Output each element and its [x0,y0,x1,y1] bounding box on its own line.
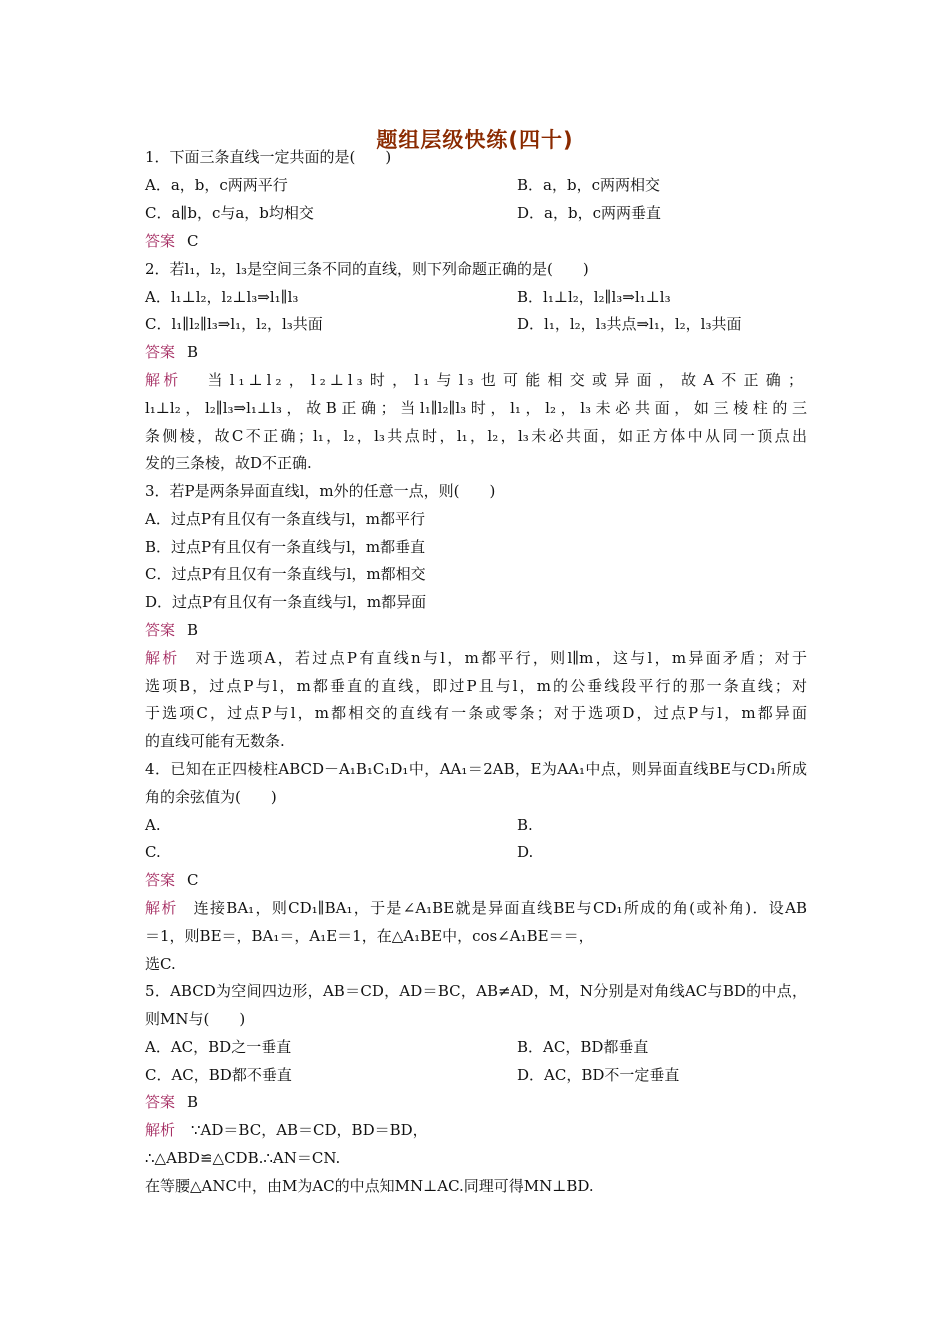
q5-answer [145,1092,198,1112]
q3-option-c: C．过点P有且仅有一条直线与l，m都相交 [145,565,426,583]
q1-answer [145,231,199,251]
q5-stem: 5．ABCD为空间四边形，AB＝CD，AD＝BC，AB≠AD，M，N分别是对角线AC与BD的中点， [145,982,807,1000]
q4-stem: 4．已知在正四棱柱ABCD－A₁B₁C₁D₁中，AA₁＝2AB，E为AA₁中点，则异面直线BE与CD₁所成 [145,760,807,778]
q5-analysis-line [145,1120,428,1140]
analysis-text: 对于选项A，若过点P有直线n与l，m都平行，则l∥m，这与l，m异面矛盾；对于 [195,649,807,667]
answer-value: C [187,232,199,250]
q4-option-d: D. [517,843,534,861]
q4-stem-continued: 角的余弦值为( ) [145,788,277,806]
q2-analysis-line: l₁⊥l₂，l₂∥l₃⇒l₁⊥l₃，故B正确；当l₁∥l₂∥l₃时，l₁，l₂，l₃未必共面，如三棱柱的三 [145,399,807,417]
q3-analysis-line [145,648,807,668]
q1-stem: 1．下面三条直线一定共面的是( ) [145,148,392,166]
q4-answer [145,870,199,890]
q3-option-b: B．过点P有且仅有一条直线与l，m都垂直 [145,538,426,556]
q3-stem: 3．若P是两条异面直线l，m外的任意一点，则( ) [145,482,496,500]
analysis-text: 连接BA₁，则CD₁∥BA₁，于是∠A₁BE就是异面直线BE与CD₁所成的角(或补角)．设AB [193,899,807,917]
answer-label: 答案 [145,232,176,250]
q4-option-b: B. [517,816,533,834]
q2-analysis-line: 发的三条棱，故D不正确. [145,454,312,472]
q1-option-a: A．a，b，c两两平行 [145,176,288,194]
q5-option-a: A．AC，BD之一垂直 [145,1038,292,1056]
q2-option-a: A．l₁⊥l₂，l₂⊥l₃⇒l₁∥l₃ [145,288,299,306]
q5-option-c: C．AC，BD都不垂直 [145,1066,292,1084]
q3-answer [145,620,198,640]
q2-analysis-line: 条侧棱，故C不正确；l₁，l₂，l₃共点时，l₁，l₂，l₃未必共面，如正方体中从同一顶点出 [145,427,807,445]
q4-option-a: A. [145,816,161,834]
q3-option-a: A．过点P有且仅有一条直线与l，m都平行 [145,510,425,528]
q4-option-c: C. [145,843,161,861]
answer-value: B [187,343,199,361]
answer-value: B [187,621,199,639]
q5-analysis-line: ∴△ABD≌△CDB.∴AN＝CN. [145,1149,341,1167]
q5-option-b: B．AC，BD都垂直 [517,1038,649,1056]
analysis-text: ∵AD＝BC，AB＝CD，BD＝BD， [191,1121,428,1139]
q3-analysis-line: 选项B，过点P与l，m都垂直的直线，即过P且与l，m的公垂线段平行的那一条直线；对 [145,677,807,695]
q1-option-c: C．a∥b，c与a，b均相交 [145,204,314,222]
answer-label: 答案 [145,343,176,361]
answer-value: C [187,871,199,889]
q5-option-d: D．AC，BD不一定垂直 [517,1066,680,1084]
q4-analysis-line [145,898,807,918]
analysis-label: 解析 [145,899,178,917]
q2-analysis-line [145,370,807,390]
q1-option-d: D．a，b，c两两垂直 [517,204,661,222]
analysis-label: 解析 [145,649,180,667]
q2-option-b: B．l₁⊥l₂，l₂∥l₃⇒l₁⊥l₃ [517,288,671,306]
q1-option-b: B．a，b，c两两相交 [517,176,660,194]
q2-answer [145,342,198,362]
page-title: 题组层级快练(四十) [376,128,574,152]
q2-stem: 2．若l₁，l₂，l₃是空间三条不同的直线，则下列命题正确的是( ) [145,260,589,278]
q2-option-c: C．l₁∥l₂∥l₃⇒l₁，l₂，l₃共面 [145,315,323,333]
answer-label: 答案 [145,621,176,639]
q3-analysis-line: 的直线可能有无数条. [145,732,285,750]
q3-option-d: D．过点P有且仅有一条直线与l，m都异面 [145,593,427,611]
analysis-label: 解析 [145,371,182,389]
answer-label: 答案 [145,871,176,889]
q5-stem-continued: 则MN与( ) [145,1010,246,1028]
q4-analysis-line: 选C. [145,955,176,973]
answer-value: B [187,1093,199,1111]
q5-analysis-line: 在等腰△ANC中，由M为AC的中点知MN⊥AC.同理可得MN⊥BD. [145,1177,594,1195]
analysis-label: 解析 [145,1121,176,1139]
answer-label: 答案 [145,1093,176,1111]
q2-option-d: D．l₁，l₂，l₃共点⇒l₁，l₂，l₃共面 [517,315,742,333]
q4-analysis-line: ＝1，则BE＝，BA₁＝，A₁E＝1，在△A₁BE中，cos∠A₁BE＝＝， [145,927,594,945]
analysis-text: 当l₁⊥l₂，l₂⊥l₃时，l₁与l₃也可能相交或异面，故A不正确； [207,371,807,389]
q3-analysis-line: 于选项C，过点P与l，m都相交的直线有一条或零条；对于选项D，过点P与l，m都异面 [145,704,807,722]
